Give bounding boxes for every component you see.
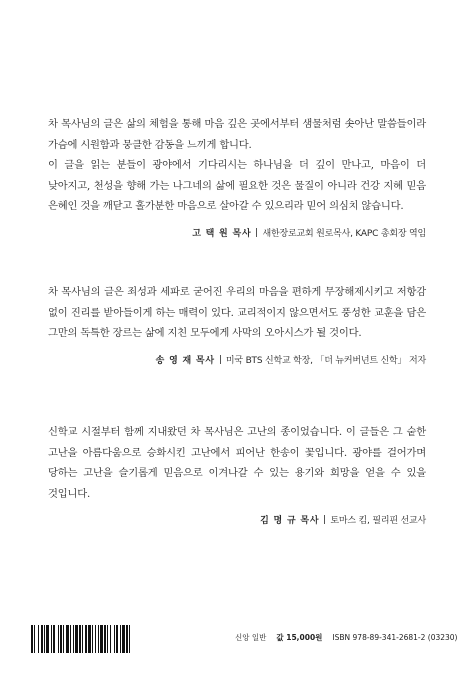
endorser-name: 김 명 규 목사 bbox=[260, 516, 320, 527]
endorser-name: 송 영 재 목사 bbox=[155, 355, 215, 366]
publication-footer bbox=[30, 625, 458, 653]
endorsement-3 bbox=[48, 422, 426, 526]
barcode-image bbox=[30, 625, 195, 653]
endorsement-1-paragraph-2: 이 글을 읽는 분들이 광야에서 기다리시는 하나님을 더 깊이 만나고, 마음이 더 낮아지고, 천성을 향해 가는 나그네의 삶에 필요한 것은 물질이 아니라 건강 지혜 믿음 은혜인 것을 깨닫고 홀가분한 마음으로 살아갈 수 있으리라 믿어 의심치 않습니다. bbox=[48, 159, 426, 213]
endorsement-1-paragraph-1: 차 목사님의 글은 삶의 체험을 통해 마음 깊은 곳에서부터 샘물처럼 솟아난 말씀들이라 가슴에 시원함과 뭉클한 감동을 느끼게 합니다. bbox=[48, 118, 426, 151]
endorsement-2-byline bbox=[48, 353, 426, 366]
endorsement-3-byline bbox=[48, 513, 426, 526]
endorser-title: 미국 BTS 신학교 학장, 「더 뉴커버넌트 신학」 저자 bbox=[225, 355, 426, 366]
isbn-number: ISBN 978-89-341-2681-2 (03230) bbox=[332, 633, 458, 642]
endorser-title: 새한장로교회 원로목사, KAPC 총회장 역임 bbox=[262, 228, 426, 239]
endorser-name: 고 택 원 목사 bbox=[192, 228, 252, 239]
endorsement-3-paragraph-1: 신학교 시절부터 함께 지내왔던 차 목사님은 고난의 종이었습니다. 이 글들은 그 숱한 고난을 아름다움으로 승화시킨 고난에서 피어난 한송이 꽃입니다. 광야를 걸어가며 당하는 고난을 슬기롭게 믿음으로 이겨나갈 수 있는 용기와 희망을 얻을 수 있을 것입니다. bbox=[48, 426, 426, 500]
book-price: 값 15,000원 bbox=[276, 633, 323, 642]
endorsement-1 bbox=[48, 114, 426, 239]
byline-divider bbox=[256, 228, 257, 237]
endorsement-1-byline bbox=[48, 226, 426, 239]
endorser-title: 토마스 킴, 필리핀 선교사 bbox=[330, 516, 426, 527]
book-category: 신앙 일반 bbox=[235, 633, 267, 642]
byline-divider bbox=[324, 515, 325, 524]
endorsement-2-paragraph-1: 차 목사님의 글은 죄성과 세파로 굳어진 우리의 마음을 편하게 무장해제시키고 저항감 없이 진리를 받아들이게 하는 매력이 있다. 교리적이지 않으면서도 풍성한 교훈을 담은 그만의 독특한 장르는 삶에 지친 모두에게 사막의 오아시스가 될 것이다. bbox=[48, 286, 426, 340]
publication-info bbox=[235, 632, 468, 643]
byline-divider bbox=[220, 355, 221, 364]
endorsement-2 bbox=[48, 282, 426, 366]
